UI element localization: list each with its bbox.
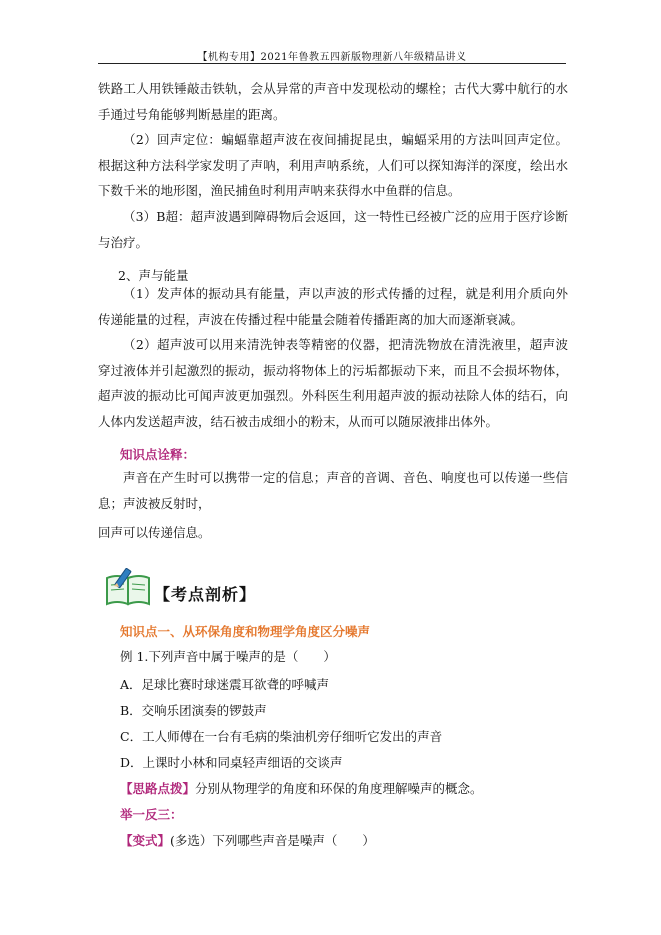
paragraph-b-ultrasound: （3）B超：超声波遇到障碍物后会返回，这一特性已经被广泛的应用于医疗诊断与治疗。 [98,209,568,250]
open-book-pencil-icon [104,568,152,606]
paragraph-echolocation: （2）回声定位：蝙蝠靠超声波在夜间捕捉昆虫，蝙蝠采用的方法叫回声定位。根据这种方法科学家发明了声呐，利用声呐系统，人们可以探知海洋的深度，绘出水下数千米的地形图，渔民捕鱼时利用声呐来获得水中鱼群的信息。 [98,132,568,198]
paragraph-energy-2: （2）超声波可以用来清洗钟表等精密的仪器，把清洗物放在清洗液里，超声波穿过液体并引起激烈的振动，振动将物体上的污垢都振动下来，而且不会损坏物体，超声波的振动比可闻声波更加强烈。外科医生利用超声波的振动祛除人体的结石，向人体内发送超声波，结石被击成细小的粉末，从而可以随尿液排出体外。 [98,337,568,429]
note-text-continued: 回声可以传递信息。 [98,525,211,540]
section-title: 【考点剖析】 [154,585,257,604]
page-header: 【机构专用】2021年鲁教五四新版物理新八年级精品讲义 [197,52,467,63]
option-b: B．交响乐团演奏的锣鼓声 [120,703,267,718]
tip-line [120,779,483,797]
knowledge-point-title: 知识点一、从环保角度和物理学角度区分噪声 [120,624,371,639]
header-divider [98,63,566,64]
tip-text: 分别从物理学的角度和环保的角度理解噪声的概念。 [195,781,483,796]
heading-sound-energy: 2、声与能量 [118,268,189,283]
option-d: D．上课时小林和同桌轻声细语的交谈声 [120,755,343,770]
example-question: 例 1.下列声音中属于噪声的是（ ） [120,649,336,664]
note-title: 知识点诠释： [120,447,196,462]
paragraph-railway: 铁路工人用铁锤敲击铁轨，会从异常的声音中发现松动的螺栓；古代大雾中航行的水手通过号角能够判断悬崖的距离。 [98,81,568,122]
paragraph-energy-1: （1）发声体的振动具有能量，声以声波的形式传播的过程，就是利用介质向外传递能量的过程，声波在传播过程中能量会随着传播距离的加大而逐渐衰减。 [98,286,568,327]
option-a: A．足球比赛时球迷震耳欲聋的呼喊声 [120,677,330,692]
tip-label: 【思路点拨】 [120,781,196,796]
variant-label: 【变式】 [120,833,171,848]
practice-heading: 举一反三： [120,807,183,822]
variant-text: (多选）下列哪些声音是噪声（ ） [170,833,375,848]
note-text: 声音在产生时可以携带一定的信息；声音的音调、音色、响度也可以传递一些信息；声波被反射时， [98,470,568,511]
variant-line [120,831,375,849]
option-c: C．工人师傅在一台有毛病的柴油机旁仔细听它发出的声音 [120,729,443,744]
